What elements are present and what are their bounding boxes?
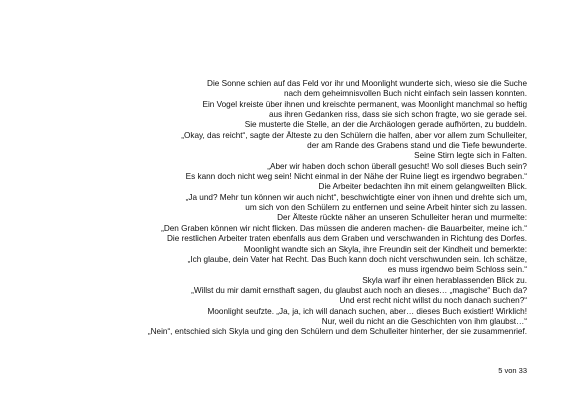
text-line: Es kann doch nicht weg sein! Nicht einmal in der Nähe der Ruine liegt es irgendwo begraben.“ xyxy=(185,172,527,182)
text-line: „Ich glaube, dein Vater hat Recht. Das Buch kann doch nicht verschwunden sein. Ich schätze, xyxy=(187,254,527,264)
text-line: Ein Vogel kreiste über ihnen und kreischte permanent, was Moonlight manchmal so heftig xyxy=(202,99,527,109)
text-line: Sie musterte die Stelle, an der die Archäologen gerade aufhörten, zu buddeln. xyxy=(244,120,527,130)
text-line: Skyla warf ihr einen herablassenden Blick zu. xyxy=(362,275,527,285)
text-line: Die Sonne schien auf das Feld vor ihr und Moonlight wunderte sich, wieso sie die Suche xyxy=(207,79,527,88)
text-line: um sich von den Schülern zu entfernen und seine Arbeit hinter sich zu lassen. xyxy=(245,203,527,213)
page-number: 5 von 33 xyxy=(498,366,527,375)
text-line: Moonlight wandte sich an Skyla, ihre Freundin seit der Kindheit und bemerkte: xyxy=(243,244,527,254)
story-text xyxy=(78,79,527,338)
text-line: der am Rande des Grabens stand und die Tiefe bewunderte. xyxy=(307,141,527,151)
text-line: nach dem geheimnisvollen Buch nicht einfach sein lassen konnten. xyxy=(283,89,527,99)
text-line: Der Älteste rückte näher an unseren Schulleiter heran und murmelte: xyxy=(277,213,527,223)
text-line: Die restlichen Arbeiter traten ebenfalls aus dem Graben und verschwanden in Richtung des Dorfes. xyxy=(167,234,527,244)
text-line: aus ihren Gedanken riss, dass sie sich schon fragte, wo sie gerade sei. xyxy=(268,110,527,120)
text-line: Moonlight seufzte. „Ja, ja, ich will danach suchen, aber… dieses Buch existiert! Wirklich! xyxy=(207,306,527,316)
text-line: es muss irgendwo beim Schloss sein.“ xyxy=(387,265,527,275)
text-line: Und erst recht nicht willst du noch danach suchen?“ xyxy=(339,296,527,306)
text-line: Nur, weil du nicht an die Geschichten von ihm glaubst…“ xyxy=(321,316,527,326)
text-line: „Den Graben können wir nicht flicken. Das müssen die anderen machen- die Bauarbeiter, meine ich.“ xyxy=(161,223,527,233)
text-line: „Willst du mir damit ernsthaft sagen, du glaubst auch noch an dieses… „magische“ Buch da? xyxy=(191,285,527,295)
text-line: „Nein“, entschied sich Skyla und ging den Schülern und dem Schulleiter hinterher, der sie zusammenrief. xyxy=(147,327,527,337)
text-line: Seine Stirn legte sich in Falten. xyxy=(414,151,527,161)
text-line: „Ja und? Mehr tun können wir auch nicht“, beschwichtigte einer von ihnen und drehte sich um, xyxy=(185,192,527,202)
text-line: „Okay, das reicht“, sagte der Älteste zu den Schülern die halfen, aber vor allem zum Schulleiter, xyxy=(181,130,527,140)
text-line: Die Arbeiter bedachten ihn mit einem gelangweilten Blick. xyxy=(318,182,527,192)
text-line: „Aber wir haben doch schon überall gesucht! Wo soll dieses Buch sein? xyxy=(267,161,527,171)
